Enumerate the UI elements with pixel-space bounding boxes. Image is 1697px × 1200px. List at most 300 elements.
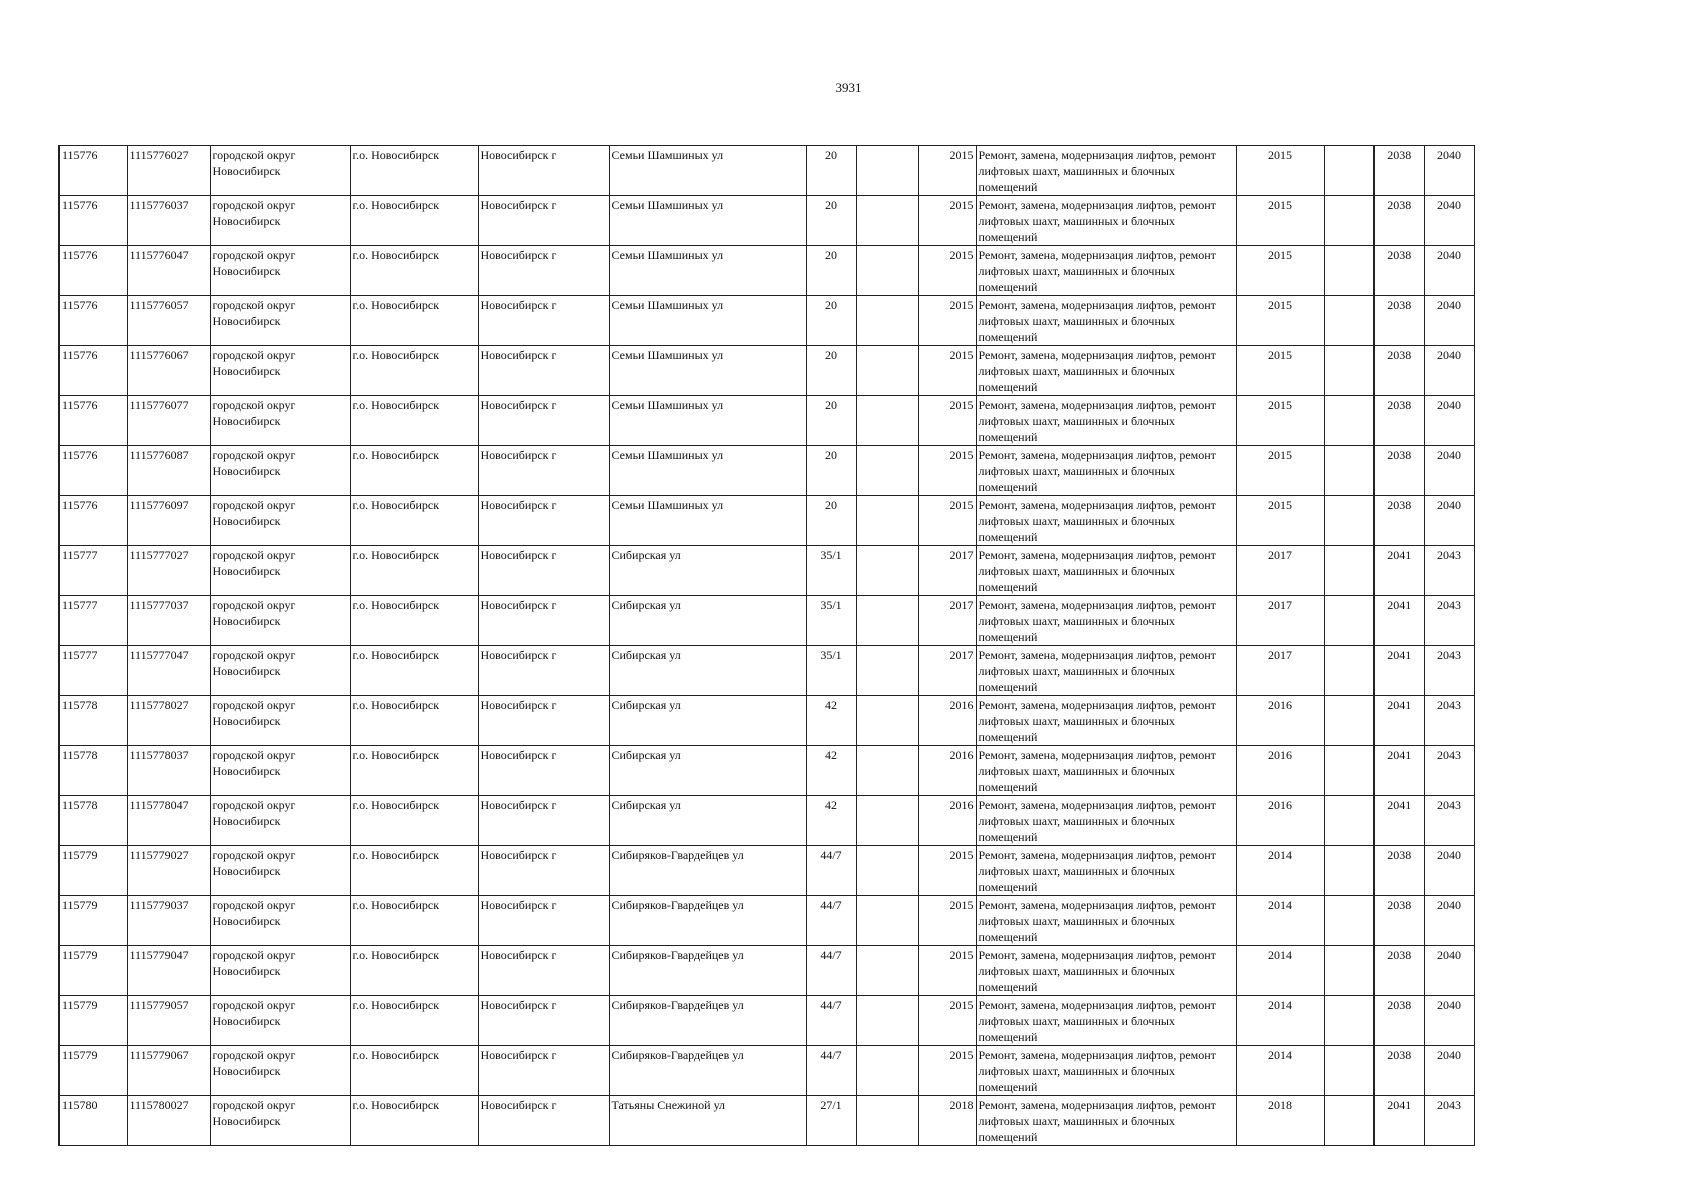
locality-cell: Новосибирск г (478, 396, 609, 446)
municipal-unit-cell: г.о. Новосибирск (350, 1046, 478, 1096)
house-number-cell: 35/1 (806, 546, 856, 596)
building-cell (856, 146, 918, 196)
street-cell: Семьи Шамшиных ул (609, 346, 806, 396)
table-row (59, 796, 1474, 846)
last-repair-year-cell: 2014 (1236, 896, 1324, 946)
municipal-unit-cell: г.о. Новосибирск (350, 496, 478, 546)
table-row (59, 546, 1474, 596)
work-type-cell: Ремонт, замена, модернизация лифтов, ремонт лифтовых шахт, машинных и блочных помещений (976, 896, 1236, 946)
year-cell: 2015 (918, 946, 976, 996)
year-cell: 2017 (918, 596, 976, 646)
municipality-cell: городской округ Новосибирск (210, 446, 350, 496)
year-cell: 2015 (918, 346, 976, 396)
locality-cell: Новосибирск г (478, 996, 609, 1046)
work-type-cell: Ремонт, замена, модернизация лифтов, ремонт лифтовых шахт, машинных и блочных помещений (976, 346, 1236, 396)
element-id-cell: 1115776067 (127, 346, 210, 396)
building-cell (856, 296, 918, 346)
element-id-cell: 1115779057 (127, 996, 210, 1046)
locality-cell: Новосибирск г (478, 746, 609, 796)
table-row (59, 1046, 1474, 1096)
house-number-cell: 20 (806, 346, 856, 396)
building-cell (856, 246, 918, 296)
building-cell (856, 1046, 918, 1096)
house-number-cell: 44/7 (806, 846, 856, 896)
empty-cell (1324, 896, 1374, 946)
empty-cell (1324, 746, 1374, 796)
period-end-cell: 2040 (1424, 246, 1474, 296)
municipality-cell: городской округ Новосибирск (210, 896, 350, 946)
building-cell (856, 746, 918, 796)
locality-cell: Новосибирск г (478, 496, 609, 546)
house-number-cell: 44/7 (806, 946, 856, 996)
street-cell: Сибирская ул (609, 596, 806, 646)
year-cell: 2015 (918, 146, 976, 196)
locality-cell: Новосибирск г (478, 946, 609, 996)
table-row (59, 996, 1474, 1046)
period-start-cell: 2038 (1374, 446, 1424, 496)
locality-cell: Новосибирск г (478, 196, 609, 246)
last-repair-year-cell: 2014 (1236, 996, 1324, 1046)
last-repair-year-cell: 2015 (1236, 496, 1324, 546)
building-cell (856, 496, 918, 546)
municipal-unit-cell: г.о. Новосибирск (350, 896, 478, 946)
period-start-cell: 2038 (1374, 896, 1424, 946)
municipality-cell: городской округ Новосибирск (210, 646, 350, 696)
table-row (59, 946, 1474, 996)
last-repair-year-cell: 2017 (1236, 546, 1324, 596)
last-repair-year-cell: 2014 (1236, 946, 1324, 996)
year-cell: 2016 (918, 696, 976, 746)
period-end-cell: 2043 (1424, 1096, 1474, 1146)
street-cell: Семьи Шамшиных ул (609, 496, 806, 546)
last-repair-year-cell: 2014 (1236, 1046, 1324, 1096)
element-id-cell: 1115779067 (127, 1046, 210, 1096)
work-type-cell: Ремонт, замена, модернизация лифтов, ремонт лифтовых шахт, машинных и блочных помещений (976, 496, 1236, 546)
street-cell: Сибирская ул (609, 546, 806, 596)
house-id-cell: 115776 (59, 446, 127, 496)
table-row (59, 396, 1474, 446)
last-repair-year-cell: 2015 (1236, 246, 1324, 296)
work-type-cell: Ремонт, замена, модернизация лифтов, ремонт лифтовых шахт, машинных и блочных помещений (976, 646, 1236, 696)
house-number-cell: 20 (806, 446, 856, 496)
work-type-cell: Ремонт, замена, модернизация лифтов, ремонт лифтовых шахт, машинных и блочных помещений (976, 296, 1236, 346)
locality-cell: Новосибирск г (478, 296, 609, 346)
house-number-cell: 42 (806, 746, 856, 796)
building-cell (856, 896, 918, 946)
municipality-cell: городской округ Новосибирск (210, 196, 350, 246)
period-start-cell: 2038 (1374, 346, 1424, 396)
year-cell: 2015 (918, 996, 976, 1046)
house-number-cell: 20 (806, 246, 856, 296)
municipal-unit-cell: г.о. Новосибирск (350, 346, 478, 396)
period-start-cell: 2038 (1374, 996, 1424, 1046)
period-end-cell: 2040 (1424, 146, 1474, 196)
element-id-cell: 1115777037 (127, 596, 210, 646)
street-cell: Сибиряков-Гвардейцев ул (609, 946, 806, 996)
building-cell (856, 1096, 918, 1146)
table-row (59, 696, 1474, 746)
period-end-cell: 2043 (1424, 696, 1474, 746)
locality-cell: Новосибирск г (478, 646, 609, 696)
municipality-cell: городской округ Новосибирск (210, 596, 350, 646)
empty-cell (1324, 646, 1374, 696)
table-row (59, 296, 1474, 346)
period-end-cell: 2040 (1424, 896, 1474, 946)
street-cell: Сибиряков-Гвардейцев ул (609, 896, 806, 946)
house-id-cell: 115777 (59, 546, 127, 596)
house-id-cell: 115776 (59, 246, 127, 296)
element-id-cell: 1115778037 (127, 746, 210, 796)
work-type-cell: Ремонт, замена, модернизация лифтов, ремонт лифтовых шахт, машинных и блочных помещений (976, 446, 1236, 496)
year-cell: 2017 (918, 646, 976, 696)
period-start-cell: 2038 (1374, 296, 1424, 346)
period-start-cell: 2041 (1374, 796, 1424, 846)
municipality-cell: городской округ Новосибирск (210, 496, 350, 546)
table-row (59, 146, 1474, 196)
table-row (59, 446, 1474, 496)
empty-cell (1324, 796, 1374, 846)
empty-cell (1324, 196, 1374, 246)
building-cell (856, 446, 918, 496)
house-id-cell: 115777 (59, 596, 127, 646)
house-id-cell: 115778 (59, 746, 127, 796)
year-cell: 2015 (918, 396, 976, 446)
street-cell: Сибирская ул (609, 796, 806, 846)
municipal-unit-cell: г.о. Новосибирск (350, 996, 478, 1046)
house-id-cell: 115779 (59, 1046, 127, 1096)
municipality-cell: городской округ Новосибирск (210, 1096, 350, 1146)
last-repair-year-cell: 2015 (1236, 346, 1324, 396)
house-number-cell: 20 (806, 496, 856, 546)
work-type-cell: Ремонт, замена, модернизация лифтов, ремонт лифтовых шахт, машинных и блочных помещений (976, 246, 1236, 296)
element-id-cell: 1115780027 (127, 1096, 210, 1146)
empty-cell (1324, 446, 1374, 496)
last-repair-year-cell: 2015 (1236, 196, 1324, 246)
year-cell: 2016 (918, 796, 976, 846)
table-row (59, 496, 1474, 546)
building-cell (856, 646, 918, 696)
municipality-cell: городской округ Новосибирск (210, 396, 350, 446)
empty-cell (1324, 946, 1374, 996)
house-id-cell: 115777 (59, 646, 127, 696)
period-end-cell: 2040 (1424, 396, 1474, 446)
element-id-cell: 1115776087 (127, 446, 210, 496)
house-number-cell: 35/1 (806, 596, 856, 646)
year-cell: 2015 (918, 196, 976, 246)
building-cell (856, 696, 918, 746)
period-end-cell: 2043 (1424, 596, 1474, 646)
municipality-cell: городской округ Новосибирск (210, 146, 350, 196)
municipal-unit-cell: г.о. Новосибирск (350, 696, 478, 746)
year-cell: 2017 (918, 546, 976, 596)
municipality-cell: городской округ Новосибирск (210, 746, 350, 796)
table-row (59, 846, 1474, 896)
building-cell (856, 946, 918, 996)
locality-cell: Новосибирск г (478, 546, 609, 596)
period-end-cell: 2040 (1424, 846, 1474, 896)
period-end-cell: 2043 (1424, 796, 1474, 846)
locality-cell: Новосибирск г (478, 696, 609, 746)
municipal-unit-cell: г.о. Новосибирск (350, 396, 478, 446)
empty-cell (1324, 1046, 1374, 1096)
period-end-cell: 2043 (1424, 646, 1474, 696)
street-cell: Сибирская ул (609, 696, 806, 746)
locality-cell: Новосибирск г (478, 346, 609, 396)
table-row (59, 646, 1474, 696)
building-cell (856, 346, 918, 396)
municipality-cell: городской округ Новосибирск (210, 996, 350, 1046)
street-cell: Сибиряков-Гвардейцев ул (609, 846, 806, 896)
period-end-cell: 2040 (1424, 346, 1474, 396)
period-end-cell: 2043 (1424, 546, 1474, 596)
year-cell: 2015 (918, 446, 976, 496)
municipal-unit-cell: г.о. Новосибирск (350, 946, 478, 996)
empty-cell (1324, 296, 1374, 346)
house-number-cell: 44/7 (806, 996, 856, 1046)
element-id-cell: 1115776097 (127, 496, 210, 546)
street-cell: Сибирская ул (609, 646, 806, 696)
empty-cell (1324, 996, 1374, 1046)
street-cell: Семьи Шамшиных ул (609, 246, 806, 296)
period-end-cell: 2040 (1424, 996, 1474, 1046)
locality-cell: Новосибирск г (478, 246, 609, 296)
element-id-cell: 1115776057 (127, 296, 210, 346)
work-type-cell: Ремонт, замена, модернизация лифтов, ремонт лифтовых шахт, машинных и блочных помещений (976, 1096, 1236, 1146)
period-start-cell: 2038 (1374, 846, 1424, 896)
municipal-unit-cell: г.о. Новосибирск (350, 746, 478, 796)
period-start-cell: 2041 (1374, 1096, 1424, 1146)
period-start-cell: 2038 (1374, 946, 1424, 996)
period-start-cell: 2041 (1374, 696, 1424, 746)
municipality-cell: городской округ Новосибирск (210, 546, 350, 596)
element-id-cell: 1115776077 (127, 396, 210, 446)
period-start-cell: 2038 (1374, 146, 1424, 196)
house-id-cell: 115780 (59, 1096, 127, 1146)
municipality-cell: городской округ Новосибирск (210, 296, 350, 346)
period-start-cell: 2038 (1374, 496, 1424, 546)
last-repair-year-cell: 2015 (1236, 146, 1324, 196)
last-repair-year-cell: 2015 (1236, 296, 1324, 346)
building-cell (856, 846, 918, 896)
work-type-cell: Ремонт, замена, модернизация лифтов, ремонт лифтовых шахт, машинных и блочных помещений (976, 946, 1236, 996)
municipality-cell: городской округ Новосибирск (210, 946, 350, 996)
year-cell: 2015 (918, 496, 976, 546)
street-cell: Семьи Шамшиных ул (609, 296, 806, 346)
last-repair-year-cell: 2017 (1236, 596, 1324, 646)
building-cell (856, 396, 918, 446)
period-start-cell: 2041 (1374, 596, 1424, 646)
house-id-cell: 115776 (59, 196, 127, 246)
municipal-unit-cell: г.о. Новосибирск (350, 796, 478, 846)
period-end-cell: 2040 (1424, 496, 1474, 546)
work-type-cell: Ремонт, замена, модернизация лифтов, ремонт лифтовых шахт, машинных и блочных помещений (976, 546, 1236, 596)
work-type-cell: Ремонт, замена, модернизация лифтов, ремонт лифтовых шахт, машинных и блочных помещений (976, 596, 1236, 646)
empty-cell (1324, 846, 1374, 896)
last-repair-year-cell: 2017 (1236, 646, 1324, 696)
table-row (59, 896, 1474, 946)
municipal-unit-cell: г.о. Новосибирск (350, 296, 478, 346)
period-end-cell: 2040 (1424, 296, 1474, 346)
building-cell (856, 196, 918, 246)
locality-cell: Новосибирск г (478, 846, 609, 896)
street-cell: Сибиряков-Гвардейцев ул (609, 996, 806, 1046)
house-id-cell: 115776 (59, 346, 127, 396)
work-type-cell: Ремонт, замена, модернизация лифтов, ремонт лифтовых шахт, машинных и блочных помещений (976, 1046, 1236, 1096)
house-id-cell: 115778 (59, 796, 127, 846)
house-id-cell: 115776 (59, 396, 127, 446)
municipal-unit-cell: г.о. Новосибирск (350, 146, 478, 196)
house-number-cell: 44/7 (806, 896, 856, 946)
work-type-cell: Ремонт, замена, модернизация лифтов, ремонт лифтовых шахт, машинных и блочных помещений (976, 696, 1236, 746)
period-end-cell: 2040 (1424, 446, 1474, 496)
empty-cell (1324, 696, 1374, 746)
municipal-unit-cell: г.о. Новосибирск (350, 846, 478, 896)
empty-cell (1324, 346, 1374, 396)
table-row (59, 1096, 1474, 1146)
element-id-cell: 1115778047 (127, 796, 210, 846)
year-cell: 2016 (918, 746, 976, 796)
work-type-cell: Ремонт, замена, модернизация лифтов, ремонт лифтовых шахт, машинных и блочных помещений (976, 146, 1236, 196)
year-cell: 2018 (918, 1096, 976, 1146)
period-start-cell: 2041 (1374, 646, 1424, 696)
table-row (59, 596, 1474, 646)
municipality-cell: городской округ Новосибирск (210, 846, 350, 896)
municipal-unit-cell: г.о. Новосибирск (350, 646, 478, 696)
period-start-cell: 2041 (1374, 746, 1424, 796)
period-end-cell: 2040 (1424, 196, 1474, 246)
last-repair-year-cell: 2016 (1236, 796, 1324, 846)
locality-cell: Новосибирск г (478, 446, 609, 496)
table-row (59, 246, 1474, 296)
last-repair-year-cell: 2014 (1236, 846, 1324, 896)
house-id-cell: 115778 (59, 696, 127, 746)
period-start-cell: 2038 (1374, 1046, 1424, 1096)
municipal-unit-cell: г.о. Новосибирск (350, 546, 478, 596)
empty-cell (1324, 496, 1374, 546)
element-id-cell: 1115776047 (127, 246, 210, 296)
element-id-cell: 1115779027 (127, 846, 210, 896)
period-end-cell: 2040 (1424, 1046, 1474, 1096)
house-number-cell: 42 (806, 796, 856, 846)
locality-cell: Новосибирск г (478, 1096, 609, 1146)
element-id-cell: 1115776027 (127, 146, 210, 196)
element-id-cell: 1115777027 (127, 546, 210, 596)
street-cell: Семьи Шамшиных ул (609, 396, 806, 446)
house-number-cell: 20 (806, 196, 856, 246)
locality-cell: Новосибирск г (478, 896, 609, 946)
last-repair-year-cell: 2015 (1236, 396, 1324, 446)
house-id-cell: 115779 (59, 846, 127, 896)
last-repair-year-cell: 2016 (1236, 746, 1324, 796)
empty-cell (1324, 146, 1374, 196)
element-id-cell: 1115777047 (127, 646, 210, 696)
year-cell: 2015 (918, 1046, 976, 1096)
last-repair-year-cell: 2015 (1236, 446, 1324, 496)
table-row (59, 196, 1474, 246)
street-cell: Семьи Шамшиных ул (609, 446, 806, 496)
locality-cell: Новосибирск г (478, 1046, 609, 1096)
work-type-cell: Ремонт, замена, модернизация лифтов, ремонт лифтовых шахт, машинных и блочных помещений (976, 996, 1236, 1046)
page-number: 3931 (835, 80, 862, 95)
table-row (59, 346, 1474, 396)
building-cell (856, 596, 918, 646)
work-type-cell: Ремонт, замена, модернизация лифтов, ремонт лифтовых шахт, машинных и блочных помещений (976, 846, 1236, 896)
work-type-cell: Ремонт, замена, модернизация лифтов, ремонт лифтовых шахт, машинных и блочных помещений (976, 196, 1236, 246)
building-cell (856, 996, 918, 1046)
period-end-cell: 2043 (1424, 746, 1474, 796)
period-start-cell: 2038 (1374, 396, 1424, 446)
year-cell: 2015 (918, 846, 976, 896)
locality-cell: Новосибирск г (478, 596, 609, 646)
house-number-cell: 42 (806, 696, 856, 746)
municipal-unit-cell: г.о. Новосибирск (350, 446, 478, 496)
work-type-cell: Ремонт, замена, модернизация лифтов, ремонт лифтовых шахт, машинных и блочных помещений (976, 796, 1236, 846)
house-id-cell: 115779 (59, 996, 127, 1046)
empty-cell (1324, 396, 1374, 446)
empty-cell (1324, 546, 1374, 596)
work-type-cell: Ремонт, замена, модернизация лифтов, ремонт лифтовых шахт, машинных и блочных помещений (976, 746, 1236, 796)
street-cell: Семьи Шамшиных ул (609, 196, 806, 246)
street-cell: Семьи Шамшиных ул (609, 146, 806, 196)
building-cell (856, 546, 918, 596)
year-cell: 2015 (918, 246, 976, 296)
house-id-cell: 115776 (59, 496, 127, 546)
municipality-cell: городской округ Новосибирск (210, 696, 350, 746)
period-end-cell: 2040 (1424, 946, 1474, 996)
house-id-cell: 115776 (59, 146, 127, 196)
house-id-cell: 115779 (59, 946, 127, 996)
element-id-cell: 1115779047 (127, 946, 210, 996)
house-number-cell: 27/1 (806, 1096, 856, 1146)
work-type-cell: Ремонт, замена, модернизация лифтов, ремонт лифтовых шахт, машинных и блочных помещений (976, 396, 1236, 446)
element-id-cell: 1115779037 (127, 896, 210, 946)
year-cell: 2015 (918, 896, 976, 946)
street-cell: Татьяны Снежиной ул (609, 1096, 806, 1146)
period-start-cell: 2038 (1374, 246, 1424, 296)
building-cell (856, 796, 918, 846)
year-cell: 2015 (918, 296, 976, 346)
municipal-unit-cell: г.о. Новосибирск (350, 596, 478, 646)
house-number-cell: 35/1 (806, 646, 856, 696)
municipality-cell: городской округ Новосибирск (210, 796, 350, 846)
locality-cell: Новосибирск г (478, 796, 609, 846)
capital-repair-table (58, 145, 1475, 1146)
table-row (59, 746, 1474, 796)
empty-cell (1324, 1096, 1374, 1146)
house-number-cell: 20 (806, 396, 856, 446)
period-start-cell: 2041 (1374, 546, 1424, 596)
empty-cell (1324, 246, 1374, 296)
house-number-cell: 20 (806, 296, 856, 346)
empty-cell (1324, 596, 1374, 646)
municipality-cell: городской округ Новосибирск (210, 246, 350, 296)
municipality-cell: городской округ Новосибирск (210, 1046, 350, 1096)
municipal-unit-cell: г.о. Новосибирск (350, 1096, 478, 1146)
house-id-cell: 115776 (59, 296, 127, 346)
locality-cell: Новосибирск г (478, 146, 609, 196)
house-id-cell: 115779 (59, 896, 127, 946)
municipal-unit-cell: г.о. Новосибирск (350, 246, 478, 296)
municipality-cell: городской округ Новосибирск (210, 346, 350, 396)
house-number-cell: 44/7 (806, 1046, 856, 1096)
period-start-cell: 2038 (1374, 196, 1424, 246)
last-repair-year-cell: 2016 (1236, 696, 1324, 746)
table-body (59, 146, 1474, 1146)
municipal-unit-cell: г.о. Новосибирск (350, 196, 478, 246)
street-cell: Сибиряков-Гвардейцев ул (609, 1046, 806, 1096)
element-id-cell: 1115776037 (127, 196, 210, 246)
element-id-cell: 1115778027 (127, 696, 210, 746)
